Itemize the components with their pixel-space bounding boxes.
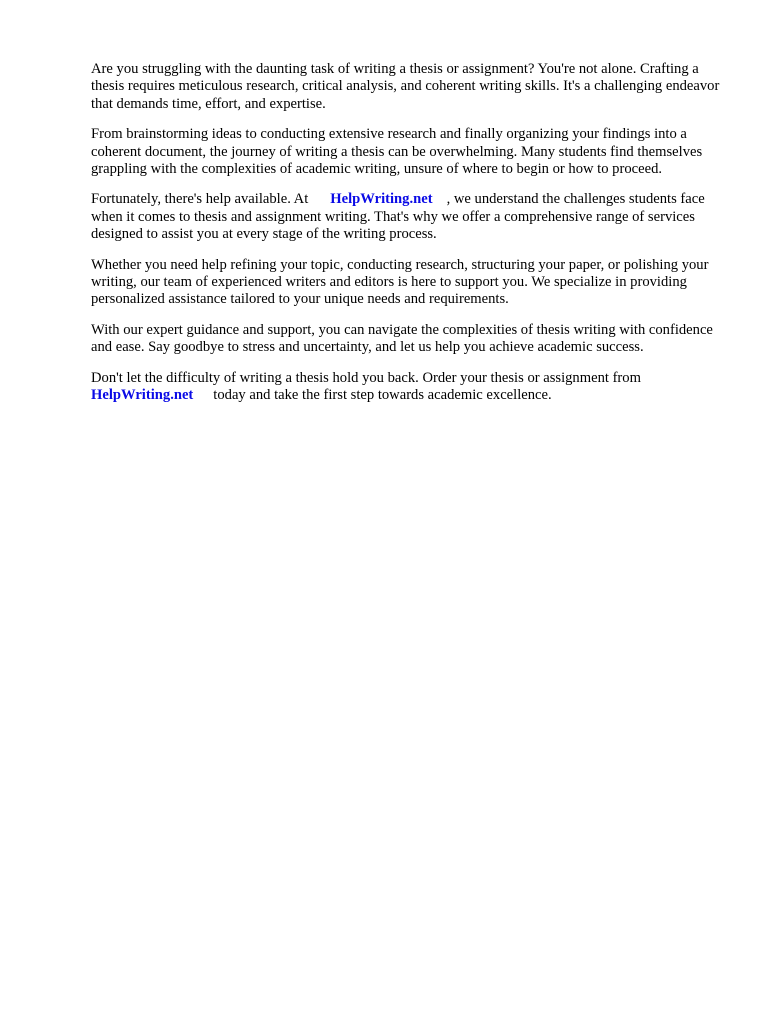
paragraph-cta-text-end: today and take the first step towards academic excellence. xyxy=(213,387,552,404)
paragraph-journey: From brainstorming ideas to conducting extensive research and finally organizing your findings into a coherent document, the journey of writing a thesis can be overwhelming. Many students find themselves grappling with the complexities of academic writing, unsure of where to begin or how to proceed. xyxy=(91,126,703,178)
paragraph-help-available xyxy=(91,191,721,243)
document-body xyxy=(91,61,721,418)
paragraph-help-text-end: , we understand the challenges students face when it comes to thesis and assignment writing. That's why we offer a comprehensive range of services designed to assist you at every stage of the writing process. xyxy=(91,191,705,243)
paragraph-cta-text-start: Don't let the difficulty of writing a thesis hold you back. Order your thesis or assignment from xyxy=(91,369,641,386)
paragraph-help-text-start: Fortunately, there's help available. At xyxy=(91,191,309,208)
helpwriting-link-cta[interactable]: HelpWriting.net xyxy=(91,387,194,404)
helpwriting-link[interactable]: HelpWriting.net xyxy=(330,191,433,208)
paragraph-intro: Are you struggling with the daunting task of writing a thesis or assignment? You're not alone. Crafting a thesis requires meticulous research, critical analysis, and coherent writing skills. It's a challenging endeavor that demands time, effort, and expertise. xyxy=(91,61,720,112)
paragraph-services: Whether you need help refining your topic, conducting research, structuring your paper, or polishing your writing, our team of experienced writers and editors is here to support you. We specialize in providing personalized assistance tailored to your unique needs and requirements. xyxy=(91,256,709,308)
paragraph-call-to-action xyxy=(91,370,721,405)
paragraph-guidance: With our expert guidance and support, you can navigate the complexities of thesis writing with confidence and ease. Say goodbye to stress and uncertainty, and let us help you achieve academic success. xyxy=(91,321,713,356)
